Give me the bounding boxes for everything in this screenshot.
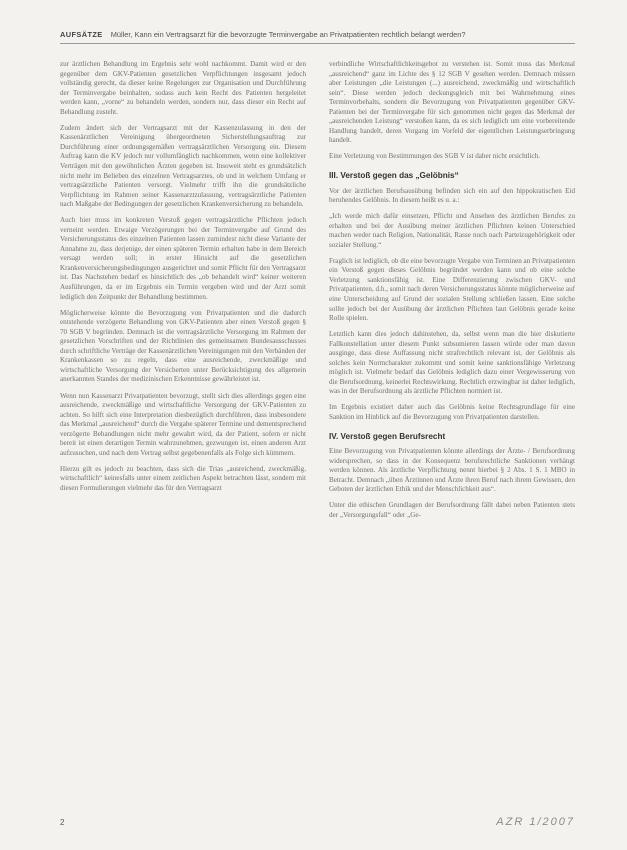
left-column <box>60 60 306 500</box>
paragraph: Wenn nun Kassenarzt Privatpatienten bevorzugt, stellt sich dies allerdings gegen eine ausreichende, zweckmäßige und wirtschaftliche Versorgung der GKV-Patienten zu achten. So hilft sich eine Interpretation diesbezüglich durchführen, dass insbesondere das Merkmal „ausreichend“ durch die Vergabe späterer Termine und dementsprechend verzögerte Behandlungen nicht mehr gewahrt wird, da der Patient, sofern er nicht bereit ist einen derartigen Termin wahrzunehmen, gezwungen ist, einen anderen Arzt aufzusuchen, und nach dem Vertrag selbst gegebenenfalls als Folge sich kümmern. <box>60 391 306 457</box>
paragraph: Möglicherweise könnte die Bevorzugung von Privatpatienten und die dadurch entstehende verzögerte Behandlung von GKV-Patienten aber einen Verstoß gegen § 70 SGB V begründen. Demnach ist die vertragsärztliche Versorgung im Rahmen der gesetzlichen Vorschriften und der Richtlinien des gemeinsamen Bundesausschusses durch schriftliche Verträge der Kassenärztlichen Vereinigungen mit den Verbänden der Krankenkassen so zu regeln, dass eine ausreichende, zweckmäßige und wirtschaftliche Versorgung der Versicherten unter Berücksichtigung des allgemein anerkannten Standes der medizinischen Erkenntnisse gewährleistet ist. <box>60 308 306 384</box>
paragraph: Fraglich ist lediglich, ob die eine bevorzugte Vergabe von Terminen an Privatpatienten ein Verstoß gegen dieses Gelöbnis begründet werden kann und ob eine solche Verletzung sanktionsfähig ist. Eine Differenzierung zwischen GKV- und Privatpatienten, d.h., somit nach deren Versicherungsstatus könnte möglicherweise auf eine Unterscheidung auf Grund der sozialen Stellung schließen lassen. Eine solche sollte jedoch bei der Ausübung der ärztlichen Pflichten laut Gelöbnis gerade keine Rolle spielen. <box>329 256 575 323</box>
quote-paragraph: „Ich werde mich dafür einsetzen, Pflicht und Ansehen des ärztlichen Berufes zu erhalten und bei der Ausübung meiner ärztlichen Pflichten keinen Unterschied machen weder nach Religion, Nationalität, Rasse noch nach Parteizugehörigkeit oder sozialer Stellung.“ <box>329 212 575 249</box>
paragraph: Eine Verletzung von Bestimmungen des SGB V ist daher nicht ersichtlich. <box>329 152 541 161</box>
paragraph: Letztlich kann dies jedoch dahinstehen, da, selbst wenn man die hier diskutierte Fallkonstellation unter diesem Punkt subsumieren lassen würde oder man davon ausginge, dass diese Auffassung nicht strafrechtlich relevant ist, der Gelöbnis als solches kein Normcharakter zukommt und somit keine sanktionsfähige Verletzung möglich ist. Vielmehr bedarf das Gelöbnis lediglich dazu einer Vergewisserung von die Berufsordnung, keinerlei Rechtswirkung. Rechtlich erzwingbar ist daher lediglich, was in der Berufsordnung als ärztliche Pflichten normiert ist. <box>329 330 575 396</box>
paragraph: Im Ergebnis existiert daher auch das Gelöbnis keine Rechtsgrundlage für eine Sanktion im Hinblick auf die Bevorzugung von Privatpatienten darstellen. <box>329 403 575 421</box>
header-divider <box>60 43 575 44</box>
section-heading: IV. Verstoß gegen Berufsrecht <box>329 431 446 441</box>
journal-logo: AZR 1/2007 <box>496 816 575 828</box>
article-title: Müller, Kann ein Vertragsarzt für die bevorzugte Terminvergabe an Privatpatienten rechtlich belangt werden? <box>110 30 466 39</box>
section-label: AUFSÄTZE <box>60 30 103 39</box>
running-header <box>60 30 575 39</box>
paragraph: Eine Bevorzugung von Privatpatienten könnte allerdings der Ärzte- / Berufsordnung widersprechen, so dass in der Konsequenz berufsrechtliche Sanktionen verhängt werden können. Als ärztliche Verpflichtung nennt hierbei § 2 Abs. 1 S. 1 MBO in Betracht. Demnach „üben Ärztinnen und Ärzte ihren Beruf nach ihrem Gewissen, den Geboten der ärztlichen Ethik und der Menschlichkeit aus“. <box>329 447 575 494</box>
paragraph: Auch hier muss im konkreten Verstoß gegen vertragsärztliche Pflichten jedoch verneint werden. Etwaige Verzögerungen bei der Terminvergabe auf Grund des Versicherungsstatus des einzelnen Patienten lassen zumindest nicht diese Variante der Annahme zu, dass derjenige, der einen späteren Termin erhalten habe in dem Bereich versagt werden soll; in erster Hinsicht auf die gesetzlichen Krankenversicherungsbedingungen ausgerichtet und somit Pflicht für den Vertragsarzt ist. Das Nachstehen bedarf es hinsichtlich des „ob behandelt wird“ keiner weiteren Ausführungen, da er im Ergebnis ein Termin vergeben wird und der Arzt somit lediglich den Zeitpunkt der Behandlung bestimmen. <box>60 216 306 301</box>
page-number: 2 <box>60 818 65 827</box>
section-heading: III. Verstoß gegen das „Gelöbnis“ <box>329 170 459 180</box>
paragraph: Hierzu gilt es jedoch zu beachten, dass sich die Trias „ausreichend, zweckmäßig, wirtschaftlich“ keinesfalls unter einem zeitlichen Aspekt betrachten lässt, sondern mit diesen Formulierungen vielmehr das für den Vertragsarzt <box>60 464 306 492</box>
right-column <box>329 60 575 527</box>
paragraph: Unter die ethischen Grundlagen der Berufsordnung fällt dabei neben Patienten stets der „Versorgungsfall“ oder „Ge- <box>329 501 575 519</box>
paragraph: Vor der ärztlichen Berufsausübung befinden sich ein auf den hippokratischen Eid beruhendes Gelöbnis. In diesem heißt es u. a.: <box>329 186 575 205</box>
paragraph: verbindliche Wirtschaftlichkeitsgebot zu verstehen ist. Somit muss das Merkmal „ausreichend“ ganz im Lichte des § 12 SGB V gesehen werden. Demnach müssen aber Leistungen „die Leistungen (...) ausreichend, zweckmäßig und wirtschaftlich sein“. Diese werden jedoch deckungsgleich mit bei Wahrnehmung eines Terminvorbehalts, sondern die Bevorzugung von Privatpatienten gegenüber GKV-Patienten bei der Terminvergabe für sich genommen nicht gegen das Merkmal der „ausreichenden Leistung“ verstoßen kann, da es sich lediglich um eine vorbereitende Handlung handelt, deren Vorgang im Vorfeld der eigentlichen Leistungserbringung handelt. <box>329 60 575 145</box>
page-footer <box>60 818 575 832</box>
paragraph: zur ärztlichen Behandlung im Ergebnis sehr wohl nachkommt. Damit wird er den gegenüber dem GKV-Patienten gesetzlichen Verpflichtungen insgesamt jedoch vollständig gerecht, da dieser keine Regelungen zur Organisation und Durchführung der Terminvergabe beinhalten, sodass auch kein Recht des Patienten hergeleitet werden kann, „vorne“ zu behandeln werden, sondern nur, dass dieser ein Recht auf Behandlung zusteht. <box>60 60 306 116</box>
paragraph: Zudem ändert sich der Vertragsarzt mit der Kassenzulassung in den der Kassenärztlichen Vereinigung übergeordneten Sicherstellungsauftrag zur Durchführung einer ordnungsgemäßen vertragsärztlichen Versorgung ein. Diesem Auftrag kann die KV jedoch nur vollumfänglich nachkommen, wenn eine kollektiver Verträgen mit den gewöhnlichen Ärzten gegeben ist. Insoweit steht es grundsätzlich nicht mehr im Belieben des einzelnen Vertragsarztes, ob und in welchem Umfang er vertragsärztliche Patienten versorgt. Vielmehr trifft ihn die grundsätzliche Verpflichtung im Rahmen seiner Kassenarztzulassung, vertragsärztliche Patienten nach Maßgabe der Bedingungen der gesetzlichen Krankenversicherung zu behandeln. <box>60 123 306 209</box>
